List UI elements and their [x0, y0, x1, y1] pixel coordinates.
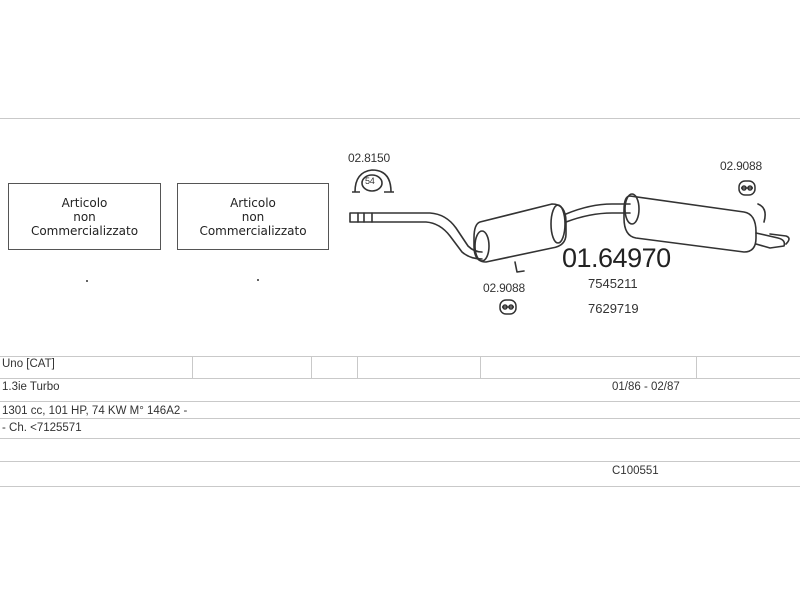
rear-hook — [758, 204, 765, 222]
row-divider — [0, 418, 800, 419]
middle-pipe-lower — [566, 213, 630, 222]
hanger-icon — [500, 300, 516, 314]
hanger-part-number-1: 02.9088 — [483, 281, 525, 295]
note-line-3: Commercializzato — [199, 223, 307, 238]
inlet-pipe — [350, 213, 372, 222]
column-divider — [480, 356, 481, 378]
column-divider — [696, 356, 697, 378]
front-silencer-end — [475, 231, 489, 261]
row-divider — [0, 378, 800, 379]
row-divider — [0, 461, 800, 462]
rear-silencer-front-end — [625, 194, 639, 224]
front-pipe-lower — [372, 222, 482, 259]
note-line-3: Commercializzato — [30, 223, 139, 238]
note-line-1: Articolo — [230, 195, 276, 210]
oem-number-2: 7629719 — [588, 301, 639, 316]
oem-number-1: 7545211 — [588, 276, 638, 291]
front-pipe — [372, 213, 482, 252]
note-line-2: non — [73, 209, 96, 224]
version-cell: 1.3ie Turbo — [2, 381, 60, 393]
table-border-top — [0, 356, 800, 357]
front-hook — [515, 262, 524, 272]
column-divider — [192, 356, 193, 378]
chassis-cell: - Ch. <7125571 — [2, 422, 82, 434]
hanger-icon — [739, 181, 755, 195]
note-line-2: non — [241, 209, 265, 224]
inlet-flange — [358, 213, 364, 222]
hanger-part-number-2: 02.9088 — [720, 159, 762, 173]
row-divider — [0, 438, 800, 439]
model-cell: Uno [CAT] — [2, 358, 55, 370]
column-divider — [311, 356, 312, 378]
clamp-size-label: 54 — [365, 176, 375, 186]
column-divider — [357, 356, 358, 378]
row-divider — [0, 401, 800, 402]
note-line-1: Articolo — [61, 195, 108, 210]
clamp-part-number: 02.8150 — [348, 151, 390, 165]
kit-code-cell: C100551 — [612, 465, 659, 477]
years-cell: 01/86 - 02/87 — [612, 381, 680, 393]
engine-cell: 1301 cc, 101 HP, 74 KW M° 146A2 - — [2, 405, 188, 417]
table-border-bottom — [0, 486, 800, 487]
front-silencer-back — [551, 205, 565, 243]
main-part-number: 01.64970 — [562, 243, 671, 273]
